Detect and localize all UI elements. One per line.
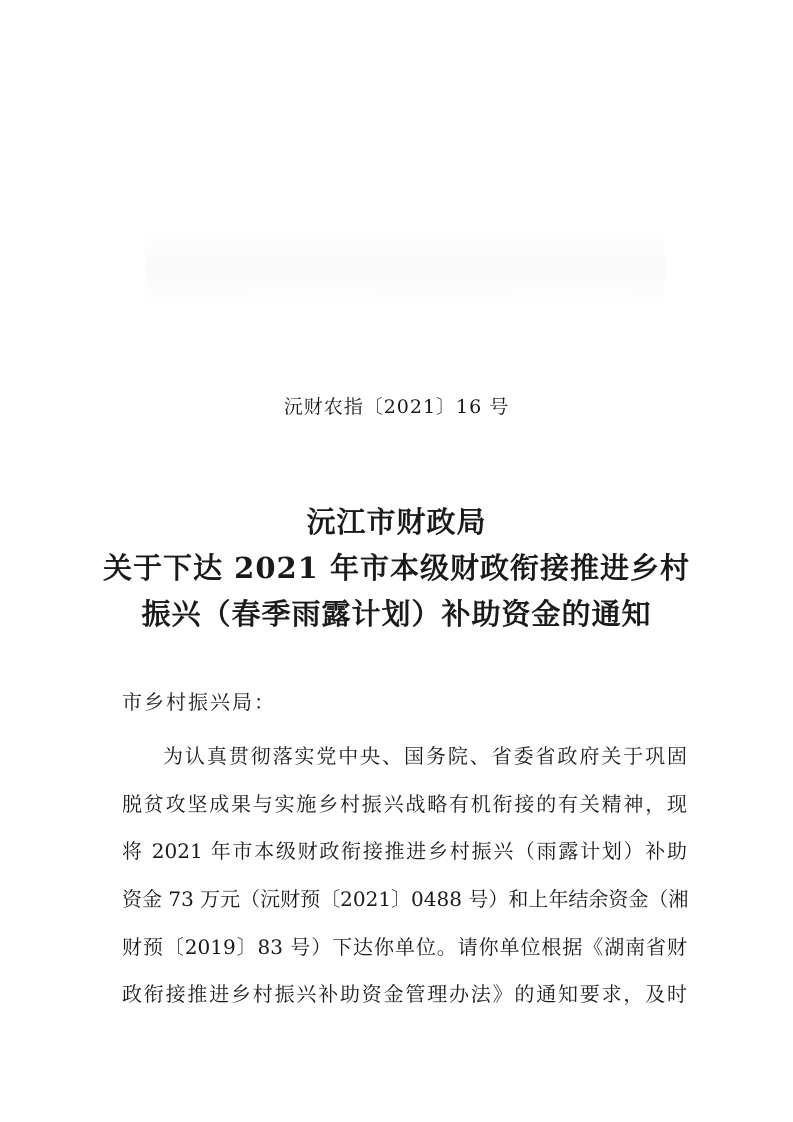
body-line-5: 财预〔2019〕83 号）下达你单位。请你单位根据《湖南省财: [122, 935, 687, 959]
body-line-1: 为认真贯彻落实党中央、国务院、省委省政府关于巩固: [163, 744, 687, 768]
salutation: 市乡村振兴局：: [122, 690, 276, 714]
title-line-2: 关于下达 2021 年市本级财政衔接推进乡村: [103, 551, 690, 585]
body-line-2: 脱贫攻坚成果与实施乡村振兴战略有机衔接的有关精神，现: [122, 792, 687, 816]
document-number: 沅财农指〔2021〕16 号: [283, 396, 510, 418]
body-line-6: 政衔接推进乡村振兴补助资金管理办法》的通知要求，及时: [122, 982, 687, 1006]
title-line-1: 沅江市财政局: [306, 505, 487, 539]
body-line-4: 资金 73 万元（沅财预〔2021〕0488 号）和上年结余资金（湘: [122, 887, 689, 911]
faded-red-header: [145, 228, 665, 308]
body-line-3: 将 2021 年市本级财政衔接推进乡村振兴（雨露计划）补助: [122, 839, 687, 863]
title-line-3: 振兴（春季雨露计划）补助资金的通知: [141, 597, 652, 631]
